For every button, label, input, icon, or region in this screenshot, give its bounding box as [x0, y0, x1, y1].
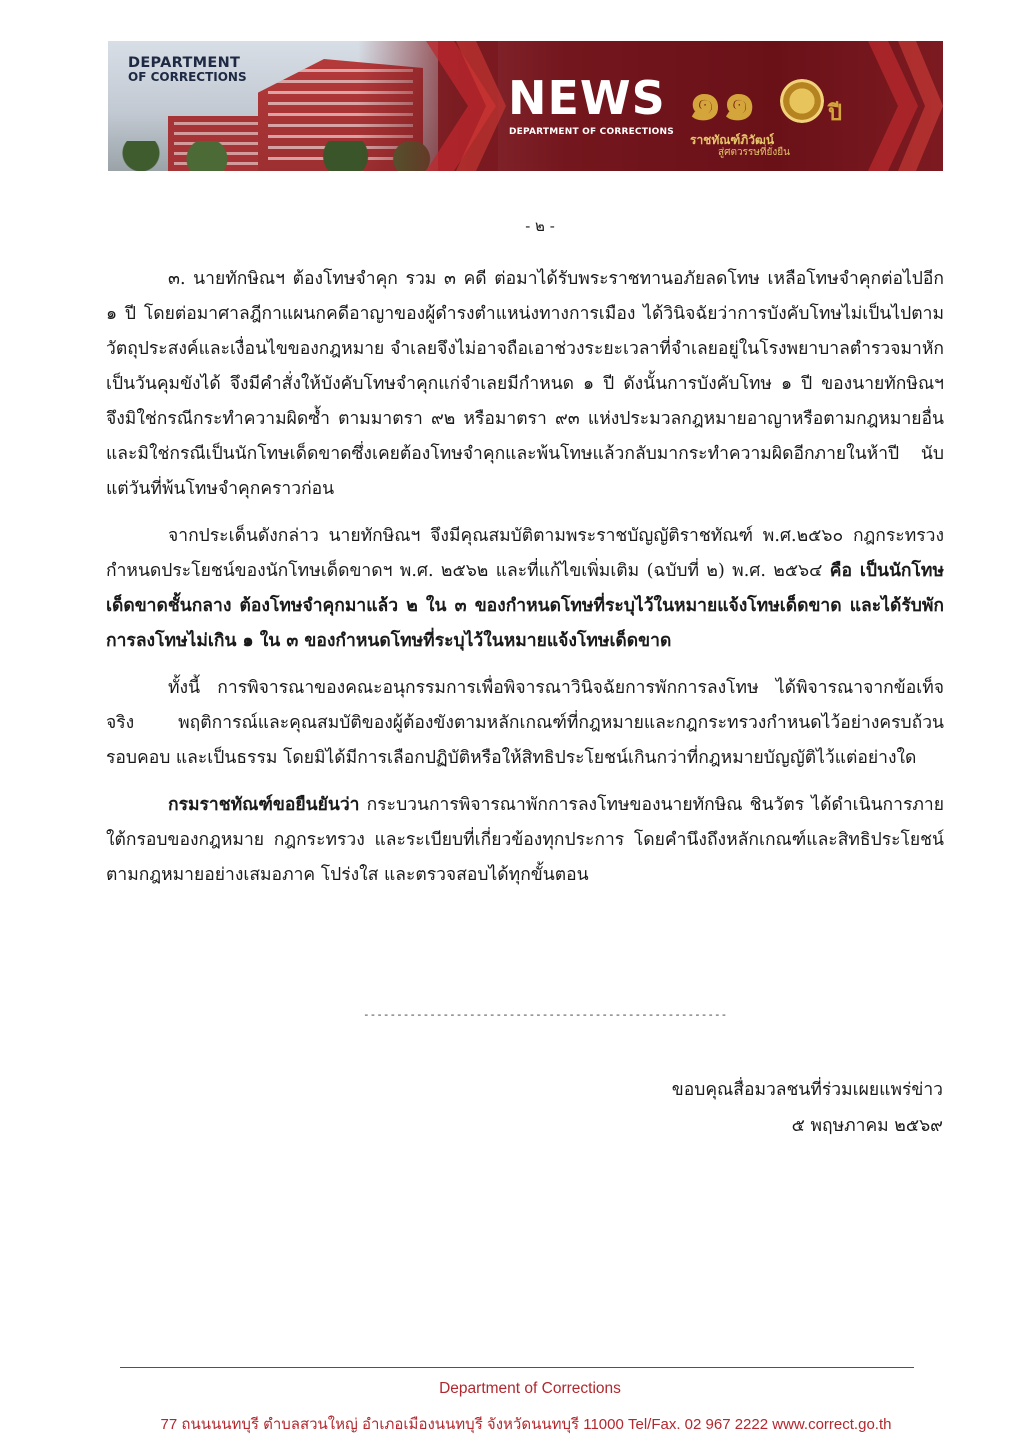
dept-logo-line2: OF CORRECTIONS [128, 70, 247, 85]
dept-logo-line1: DEPARTMENT [128, 55, 241, 71]
closing-date: ๕ พฤษภาคม ๒๕๖๙ [791, 1116, 943, 1136]
closing-thanks: ขอบคุณสื่อมวลชนที่ร่วมเผยแพร่ข่าว [671, 1080, 943, 1100]
seal-icon [780, 79, 824, 123]
page-number: - ๒ - [525, 217, 555, 235]
paragraph-4-bold: กรมราชทัณฑ์ขอยืนยันว่า [168, 795, 360, 815]
footer-divider [120, 1367, 914, 1368]
paragraph-2 [106, 519, 944, 659]
anniversary-motto-sub: สู่ศตวรรษที่ยั่งยืน [718, 147, 790, 158]
paragraph-4-text: กระบวนการพิจารณาพักการลงโทษของนายทักษิณ ชินวัตร ได้ดำเนินการภายใต้กรอบของกฎหมาย กฎกระทรวง และระเบียบที่เกี่ยวข้องทุกประการ โดยคำนึงถึงหลักเกณฑ์และสิทธิประโยชน์ตามกฎหมายอย่างเสมอภาค โปร่งใส และตรวจสอบได้ทุกขั้นตอน [106, 795, 944, 885]
paragraph-4 [106, 788, 944, 893]
anniversary-logo [688, 67, 858, 157]
paragraph-3: ทั้งนี้ การพิจารณาของคณะอนุกรรมการเพื่อพิจารณาวินิจฉัยการพักการลงโทษ ได้พิจารณาจากข้อเท็จจริง พฤติการณ์และคุณสมบัติของผู้ต้องขังตามหลักเกณฑ์ที่กฎหมายและกฎกระทรวงกำหนดไว้อย่างครบถ้วน รอบคอบ และเป็นธรรม โดยมิได้มีการเลือกปฏิบัติหรือให้สิทธิประโยชน์เกินกว่าที่กฎหมายบัญญัติไว้แต่อย่างใด [106, 678, 944, 768]
paragraph-2-bold: คือ เป็นนักโทษเด็ดขาดชั้นกลาง ต้องโทษจำคุกมาแล้ว ๒ ใน ๓ ของกำหนดโทษที่ระบุไว้ในหมายแจ้งโทษเด็ดขาด และได้รับพักการลงโทษไม่เกิน ๑ ใน ๓ ของกำหนดโทษที่ระบุไว้ในหมายแจ้งโทษเด็ดขาด [106, 561, 944, 651]
header-banner [108, 41, 943, 171]
anniversary-suffix: ปี [828, 101, 842, 126]
footer-address: 77 ถนนนนทบุรี ตำบลสวนใหญ่ อำเภอเมืองนนทบุรี จังหวัดนนทบุรี 11000 Tel/Fax. 02 967 2222 www.correct.go.th [160, 1416, 892, 1433]
anniversary-number: ๑๑ [688, 68, 757, 132]
news-title: NEWS [508, 71, 666, 125]
anniversary-motto: ราชทัณฑ์ภิวัฒน์ [690, 133, 775, 147]
document-body [106, 262, 944, 905]
separator-line: ------------------------------------------------------- [363, 1008, 728, 1021]
department-logo [128, 56, 247, 84]
closing-block [672, 1072, 943, 1144]
paragraph-1: ๓. นายทักษิณฯ ต้องโทษจำคุก รวม ๓ คดี ต่อมาได้รับพระราชทานอภัยลดโทษ เหลือโทษจำคุกต่อไปอีก ๑ ปี โดยต่อมาศาลฎีกาแผนกคดีอาญาของผู้ดำรงตำแหน่งทางการเมือง ได้วินิจฉัยว่าการบังคับโทษไม่เป็นไปตามวัตถุประสงค์และเงื่อนไขของกฎหมาย จำเลยจึงไม่อาจถือเอาช่วงระยะเวลาที่จำเลยอยู่ในโรงพยาบาลตำรวจมาหักเป็นวันคุมขังได้ จึงมีคำสั่งให้บังคับโทษจำคุกแก่จำเลยมีกำหนด ๑ ปี ดังนั้นการบังคับโทษ ๑ ปี ของนายทักษิณฯ จึงมิใช่กรณีกระทำความผิดซ้ำ ตามมาตรา ๙๒ หรือมาตรา ๙๓ แห่งประมวลกฎหมายอาญาหรือตามกฎหมายอื่น และมิใช่กรณีเป็นนักโทษเด็ดขาดซึ่งเคยต้องโทษจำคุกและพ้นโทษแล้วกลับมากระทำความผิดอีกภายในห้าปี นับแต่วันที่พ้นโทษจำคุกคราวก่อน [106, 269, 945, 499]
footer-title: Department of Corrections [439, 1380, 621, 1397]
paragraph-2-text: จากประเด็นดังกล่าว นายทักษิณฯ จึงมีคุณสมบัติตามพระราชบัญญัติราชทัณฑ์ พ.ศ.๒๕๖๐ กฎกระทรวงกำหนดประโยชน์ของนักโทษเด็ดขาดฯ พ.ศ. ๒๕๖๒ และที่แก้ไขเพิ่มเติม (ฉบับที่ ๒) พ.ศ. ๒๕๖๔ [106, 526, 944, 581]
news-subtitle: DEPARTMENT OF CORRECTIONS [509, 127, 674, 137]
